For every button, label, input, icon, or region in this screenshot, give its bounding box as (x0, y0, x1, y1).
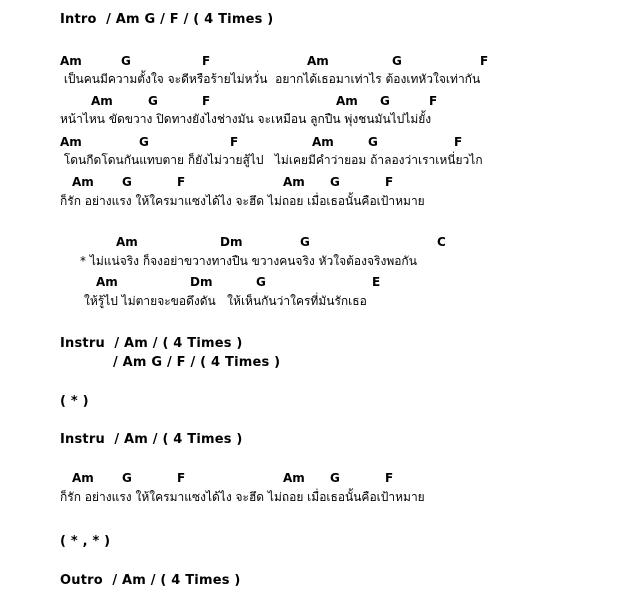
chord: Am (283, 471, 305, 485)
instrumental-label: Instru / Am / ( 4 Times ) (60, 336, 243, 351)
chord: G (256, 275, 266, 289)
chord: F (385, 471, 394, 485)
chord: F (385, 175, 394, 189)
chord: Am (60, 135, 82, 149)
lyric-line: ก็รัก อย่างแรง ให้ใครมาแซงได้ไง จะฮึด ไม่ถอย เมื่อเธอนั้นคือเป้าหมาย (60, 490, 425, 504)
chord: F (429, 94, 438, 108)
repeat-marker: ( * ) (60, 394, 89, 409)
chord: Am (283, 175, 305, 189)
instrumental-label: Instru / Am / ( 4 Times ) (60, 432, 243, 447)
chord: Am (72, 175, 94, 189)
lyric-line: เป็นคนมีความตั้งใจ จะดีหรือร้ายไม่หวั่น อยากได้เธอมาเท่าไร ต้องเทหัวใจเท่ากัน (60, 72, 481, 86)
chord: Am (60, 54, 82, 68)
chord: G (122, 471, 132, 485)
chord: Am (91, 94, 113, 108)
chord: Am (307, 54, 329, 68)
chord: F (454, 135, 463, 149)
chord: G (148, 94, 158, 108)
lyric-line: ก็รัก อย่างแรง ให้ใครมาแซงได้ไง จะฮึด ไม่ถอย เมื่อเธอนั้นคือเป้าหมาย (60, 194, 425, 208)
chord: Am (312, 135, 334, 149)
repeat-marker: ( * , * ) (60, 534, 111, 549)
chord: G (122, 175, 132, 189)
chord: Dm (190, 275, 213, 289)
chord: F (177, 471, 186, 485)
chord: F (202, 94, 211, 108)
chord: C (437, 235, 446, 249)
chord: G (368, 135, 378, 149)
chord: E (372, 275, 381, 289)
outro-label: Outro / Am / ( 4 Times ) (60, 573, 241, 588)
chord: F (230, 135, 239, 149)
chord: G (300, 235, 310, 249)
lyric-line: หน้าไหน ขัดขวาง ปิดทางยังไงช่างมัน จะเหมือน ลูกปืน พุ่งชนมันไปไม่ยั้ง (60, 112, 432, 126)
instrumental-label: / Am G / F / ( 4 Times ) (113, 355, 281, 370)
lyric-line: ให้รู้ไป ไม่ตายจะขอดึงดัน ให้เห็นกันว่าใครที่มันรักเธอ (84, 294, 367, 308)
chord: G (380, 94, 390, 108)
chord: G (139, 135, 149, 149)
chord: Dm (220, 235, 243, 249)
chord: F (177, 175, 186, 189)
chord: F (480, 54, 489, 68)
chord: G (392, 54, 402, 68)
chord: Am (96, 275, 118, 289)
chord: Am (116, 235, 138, 249)
chord: G (330, 471, 340, 485)
chord: F (202, 54, 211, 68)
lyric-line: โดนกีดโดนกันแทบตาย ก็ยังไม่วายสู้ไป ไม่เคยมีคำว่ายอม ถ้าลองว่าเราเหนี่ยวไก (60, 153, 483, 167)
chord: G (330, 175, 340, 189)
lyric-line: * ไม่แน่จริง ก็จงอย่าขวางทางปืน ขวางคนจริง หัวใจต้องจริงพอกัน (80, 254, 417, 268)
chord: Am (336, 94, 358, 108)
intro-label: Intro / Am G / F / ( 4 Times ) (60, 12, 274, 27)
chord: G (121, 54, 131, 68)
chord: Am (72, 471, 94, 485)
